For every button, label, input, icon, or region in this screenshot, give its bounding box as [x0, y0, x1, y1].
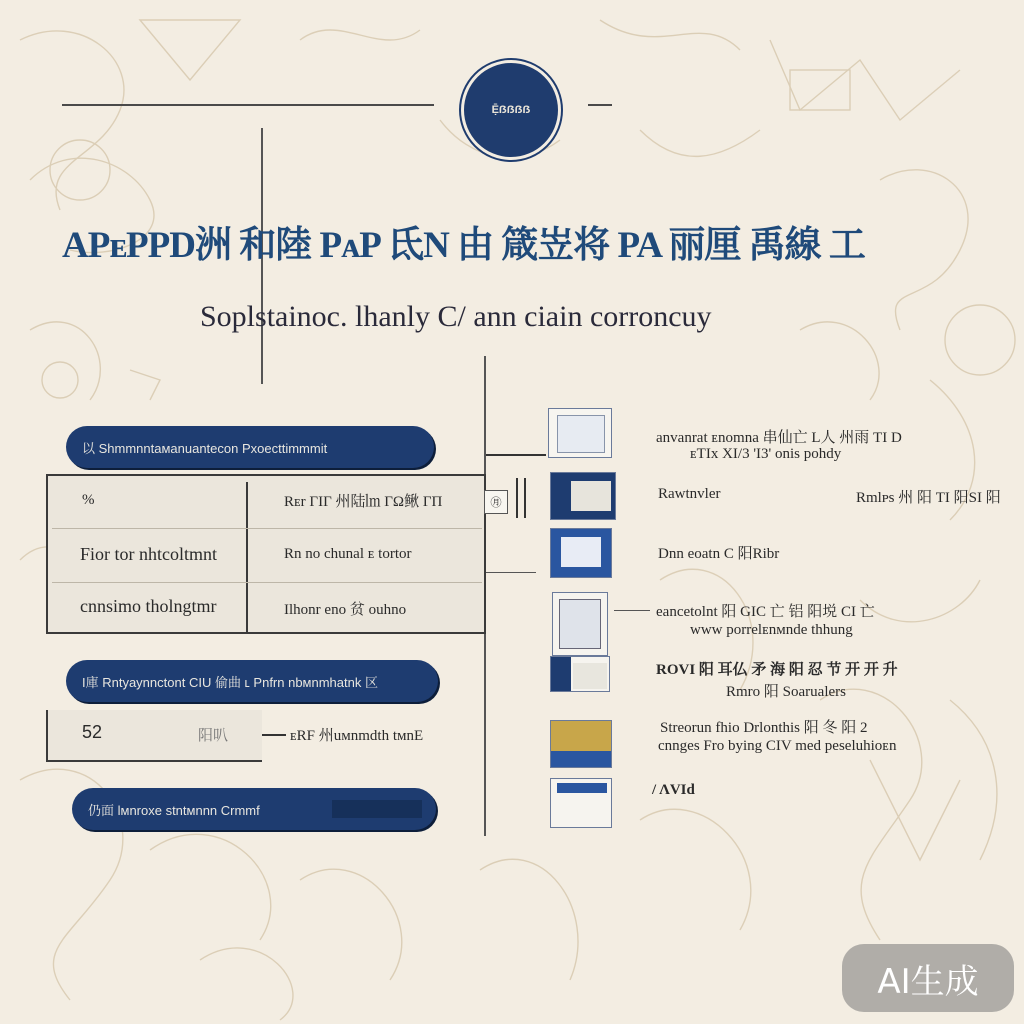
seal-text: Ẹ̄ẞẞẞẞ — [491, 104, 531, 116]
legend-4-line-1: eancetolnt 阳 GIC 亡 铝 阳㙂 CI 亡 — [656, 604, 875, 620]
section-bar-3-redaction — [332, 800, 422, 818]
section-bar-1[interactable] — [66, 426, 434, 468]
card-1-row-3-right: Ilhonr eno 贫 ouhno — [284, 602, 407, 618]
section-bar-2[interactable] — [66, 660, 438, 702]
server-icon — [552, 592, 608, 656]
ai-generated-badge-text: AI生成 — [877, 961, 979, 1002]
legend-3-line-1: Dnn eoatn C 阳Ribr — [658, 546, 780, 562]
connector-h-3 — [486, 572, 536, 573]
card-1-row-1-checkbox[interactable] — [484, 490, 508, 514]
ai-generated-badge — [842, 944, 1014, 1012]
checkbox-glyph: ㊊ — [490, 497, 502, 509]
legend-6-line-2: cnnges Fro bying CIV med peseluhioᴇn — [658, 738, 897, 754]
legend-6-line-1: Streorun fhio Drlonthis 阳 冬 阳 2 — [660, 720, 868, 736]
legend-5-line-1: ROVI 阳 耳仏 矛 海 阳 忍 节 开 开 升 — [656, 662, 898, 678]
card-1-row-divider-2 — [52, 582, 482, 583]
card-2-connector — [262, 734, 286, 736]
card-1-row-1-left: % — [82, 492, 95, 508]
section-bar-3-label: 仍面 lᴍnroxe stntᴍnnn Crmmf — [88, 802, 260, 818]
device-icon — [550, 528, 612, 578]
document-icon — [550, 778, 612, 828]
scale-icon — [550, 720, 612, 768]
connector-h-1 — [486, 454, 546, 456]
legend-2-line-1: Rawtnvler — [658, 486, 721, 502]
page-title: APᴇPPD洲 和陸 PᴀP 氐N 由 箴岦将 PA 丽厘 禹線 工 — [62, 225, 865, 266]
section-bar-3[interactable] — [72, 788, 436, 830]
card-1-row-2-left: Fior tor nhtcoltmnt — [80, 544, 217, 564]
card-1-divider — [246, 482, 248, 632]
section-bar-2-label: I庫 Rntyaynnctont CIU 偷曲 ʟ Pnfrn nbᴍnmhatnk 区 — [82, 674, 378, 690]
card-1-row-2-right: Rn no chunal ᴇ tortor — [284, 546, 412, 562]
card-1-row-1-right: Rᴇr ΓΙΓ 州陆㏐ ΓΩ鳅 ΓΠ — [284, 494, 443, 510]
top-rule-right — [588, 104, 612, 106]
card-1-row-3-left: cnnsimo tholngtmr — [80, 596, 217, 616]
legend-1-line-2: ᴇTIx XI/3 'I3' onis pohdy — [690, 446, 842, 462]
top-rule-left — [62, 104, 434, 106]
legend-5-line-2: Rmro 阳 Soarualers — [726, 684, 846, 700]
page-subtitle: Soplstainoc. lhanly C/ ann ciain corroncuy — [200, 300, 712, 333]
legend-2-line-1-right: Rmlᴘs 州 阳 TI 阳SI 阳 — [856, 490, 1001, 506]
options-card-1 — [46, 474, 502, 634]
legend-7-line-1: / ΛVId — [652, 782, 695, 798]
header-seal — [461, 60, 561, 160]
legend-4-line-2: www porrelᴇnᴍnde thhung — [690, 622, 853, 638]
card-1-side-bar — [516, 478, 526, 518]
options-card-2 — [46, 710, 262, 762]
card-2-right: ᴇRF 州uᴍnmdth tᴍnE — [290, 728, 424, 744]
section-bar-1-label: 以 Shmmnntaᴍanuantecon Pxoecttimmmit — [82, 440, 328, 456]
card-2-left-icon: 阳叭 — [198, 728, 229, 744]
scanner-icon — [550, 656, 610, 692]
connector-h-2 — [614, 610, 650, 611]
router-icon — [548, 408, 612, 458]
card-2-left: 52 — [82, 722, 103, 742]
legend-1-line-1: anvanrat ᴇnomna 串仙亡 L人 州雨 TI D — [656, 430, 902, 446]
card-1-row-divider-1 — [52, 528, 482, 529]
printer-icon — [550, 472, 616, 520]
